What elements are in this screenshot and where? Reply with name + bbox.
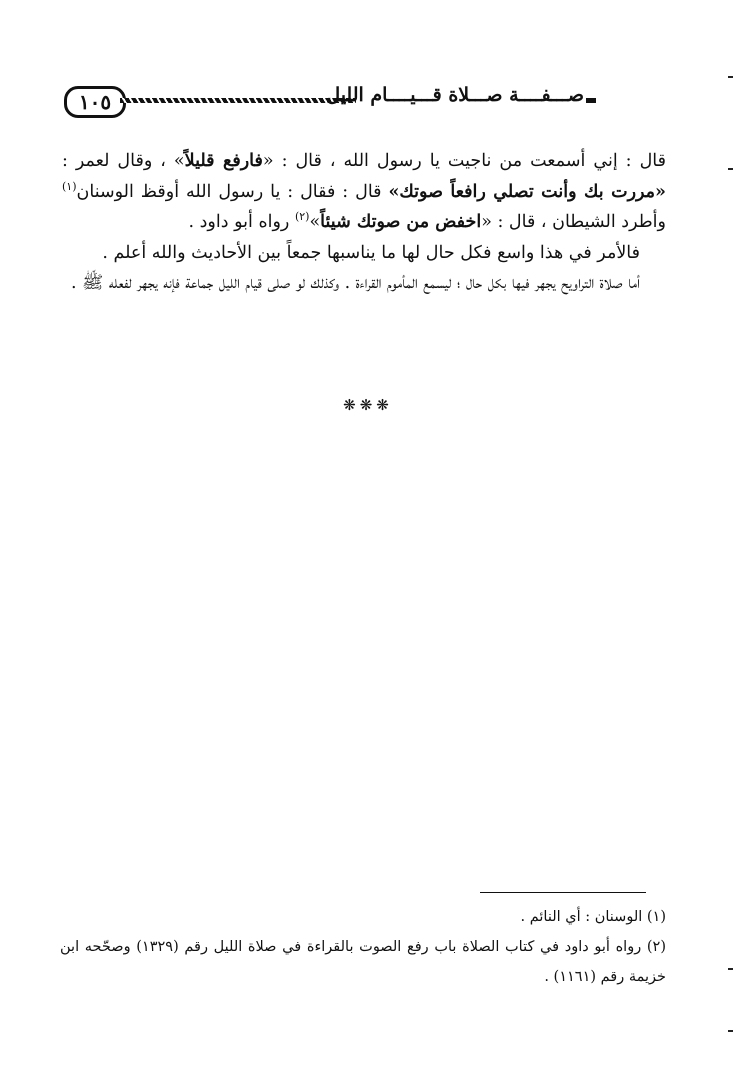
footnote-ref-2: (٢) [294,210,310,224]
paragraph-3 [62,268,666,299]
scan-mark [728,168,733,170]
main-text [62,146,666,299]
paragraph-1 [62,146,666,238]
scan-mark [728,76,733,78]
header-rule [120,98,356,103]
text-run: ابن خزيمة رقم (١١٦١) . [60,939,666,985]
text-run: صلى قيام الليل جماعة فإنه يجهر لفعله ﷺ . [71,273,291,293]
footnote-1: (١) الوسنان : أي النائم . [520,909,666,925]
text-run: قال : فقال : يا رسول الله أوقظ الوسنان [76,181,389,202]
text-run: قال : إني أسمعت من ناجيت يا رسول الله ، قال : « [262,151,666,171]
footnote-rule [480,892,646,893]
text-run: » [309,212,321,232]
text-run: » ، وقال لعمر : [62,151,185,171]
page-number: ١٠٥ [64,86,126,118]
footnote-2 [60,932,666,992]
page-header [60,84,660,120]
text-run: (٢) رواه أبو داود في كتاب الصلاة باب رفع الصوت بالقراءة في صلاة الليل رقم (١٣٢٩) وصحّحه [84,939,667,955]
text-run: وأطرد الشيطان ، قال : « [481,212,666,232]
quote-bold: فارفع قليلاً [184,151,263,171]
quote-bold: اخفض من صوتك شيئاً [320,212,482,232]
running-title: صـــفــــة صـــلاة قـــيــــام الليل [326,84,584,106]
scan-mark [728,968,733,970]
footnotes [60,902,666,992]
scan-mark [728,1030,733,1032]
section-separator: ❋❋❋ [343,396,393,414]
quote-bold: «مررت بك وأنت تصلي رافعاً صوتك» [388,181,666,202]
header-rule-end [586,98,596,103]
paragraph-2: فالأمر في هذا واسع فكل حال لها ما يناسبها جمعاً بين الأحاديث والله أعلم . [102,242,640,263]
text-run: أما صلاة التراويح يجهر فيها بكل حال ؛ ليسمع المأموم القراءة . وكذلك لو [295,273,640,293]
footnote-ref-1: (١) [62,179,77,193]
text-run: رواه أبو داود . [188,212,295,232]
